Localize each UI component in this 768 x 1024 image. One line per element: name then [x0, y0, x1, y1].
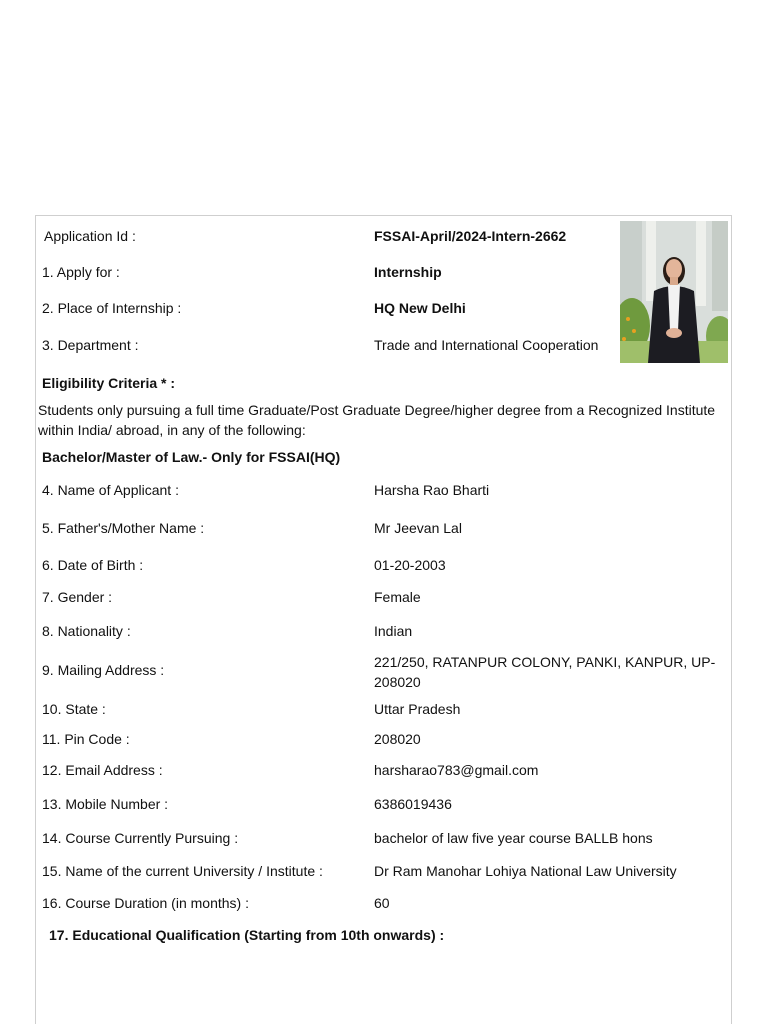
eligibility-heading: Eligibility Criteria * :: [42, 375, 176, 391]
apply-for-value: Internship: [374, 264, 442, 280]
applicant-name-value: Harsha Rao Bharti: [374, 482, 490, 498]
gender-label: 7. Gender :: [42, 589, 113, 605]
eligibility-degree: Bachelor/Master of Law.- Only for FSSAI(HQ): [42, 449, 341, 465]
state-label: 10. State :: [42, 701, 106, 717]
place-of-internship-value: HQ New Delhi: [374, 300, 466, 316]
mailing-address-value: 221/250, RATANPUR COLONY, PANKI, KANPUR, UP-208020: [374, 654, 716, 690]
department-label: 3. Department :: [42, 337, 139, 353]
gender-value: Female: [374, 589, 421, 605]
course-value: bachelor of law five year course BALLB hons: [374, 830, 653, 846]
place-of-internship-label: 2. Place of Internship :: [42, 300, 182, 316]
parent-name-label: 5. Father's/Mother Name :: [42, 520, 205, 536]
dob-value: 01-20-2003: [374, 557, 446, 573]
mobile-value: 6386019436: [374, 796, 452, 812]
state-value: Uttar Pradesh: [374, 701, 461, 717]
university-value: Dr Ram Manohar Lohiya National Law University: [374, 863, 677, 879]
parent-name-value: Mr Jeevan Lal: [374, 520, 462, 536]
education-heading: 17. Educational Qualification (Starting from 10th onwards) :: [49, 927, 445, 943]
mailing-address-label: 9. Mailing Address :: [42, 662, 165, 678]
applicant-photo: [620, 221, 728, 363]
nationality-value: Indian: [374, 623, 413, 639]
applicant-name-label: 4. Name of Applicant :: [42, 482, 179, 498]
application-id-value: FSSAI-April/2024-Intern-2662: [374, 228, 567, 244]
nationality-label: 8. Nationality :: [42, 623, 131, 639]
eligibility-text: Students only pursuing a full time Graduate/Post Graduate Degree/higher degree from a Recognized Institute within India/ abroad, in any of the following:: [38, 402, 716, 438]
application-id-label: Application Id :: [44, 228, 136, 244]
pin-code-value: 208020: [374, 731, 421, 747]
university-label: 15. Name of the current University / Institute :: [42, 863, 323, 879]
application-form: [35, 215, 732, 1024]
dob-label: 6. Date of Birth :: [42, 557, 144, 573]
pin-code-label: 11. Pin Code :: [42, 731, 130, 747]
email-label: 12. Email Address :: [42, 762, 163, 778]
course-duration-label: 16. Course Duration (in months) :: [42, 895, 249, 911]
mobile-label: 13. Mobile Number :: [42, 796, 169, 812]
course-duration-value: 60: [374, 895, 390, 911]
department-value: Trade and International Cooperation: [374, 337, 599, 353]
course-label: 14. Course Currently Pursuing :: [42, 830, 239, 846]
email-value: harsharao783@gmail.com: [374, 762, 539, 778]
apply-for-label: 1. Apply for :: [42, 264, 120, 280]
